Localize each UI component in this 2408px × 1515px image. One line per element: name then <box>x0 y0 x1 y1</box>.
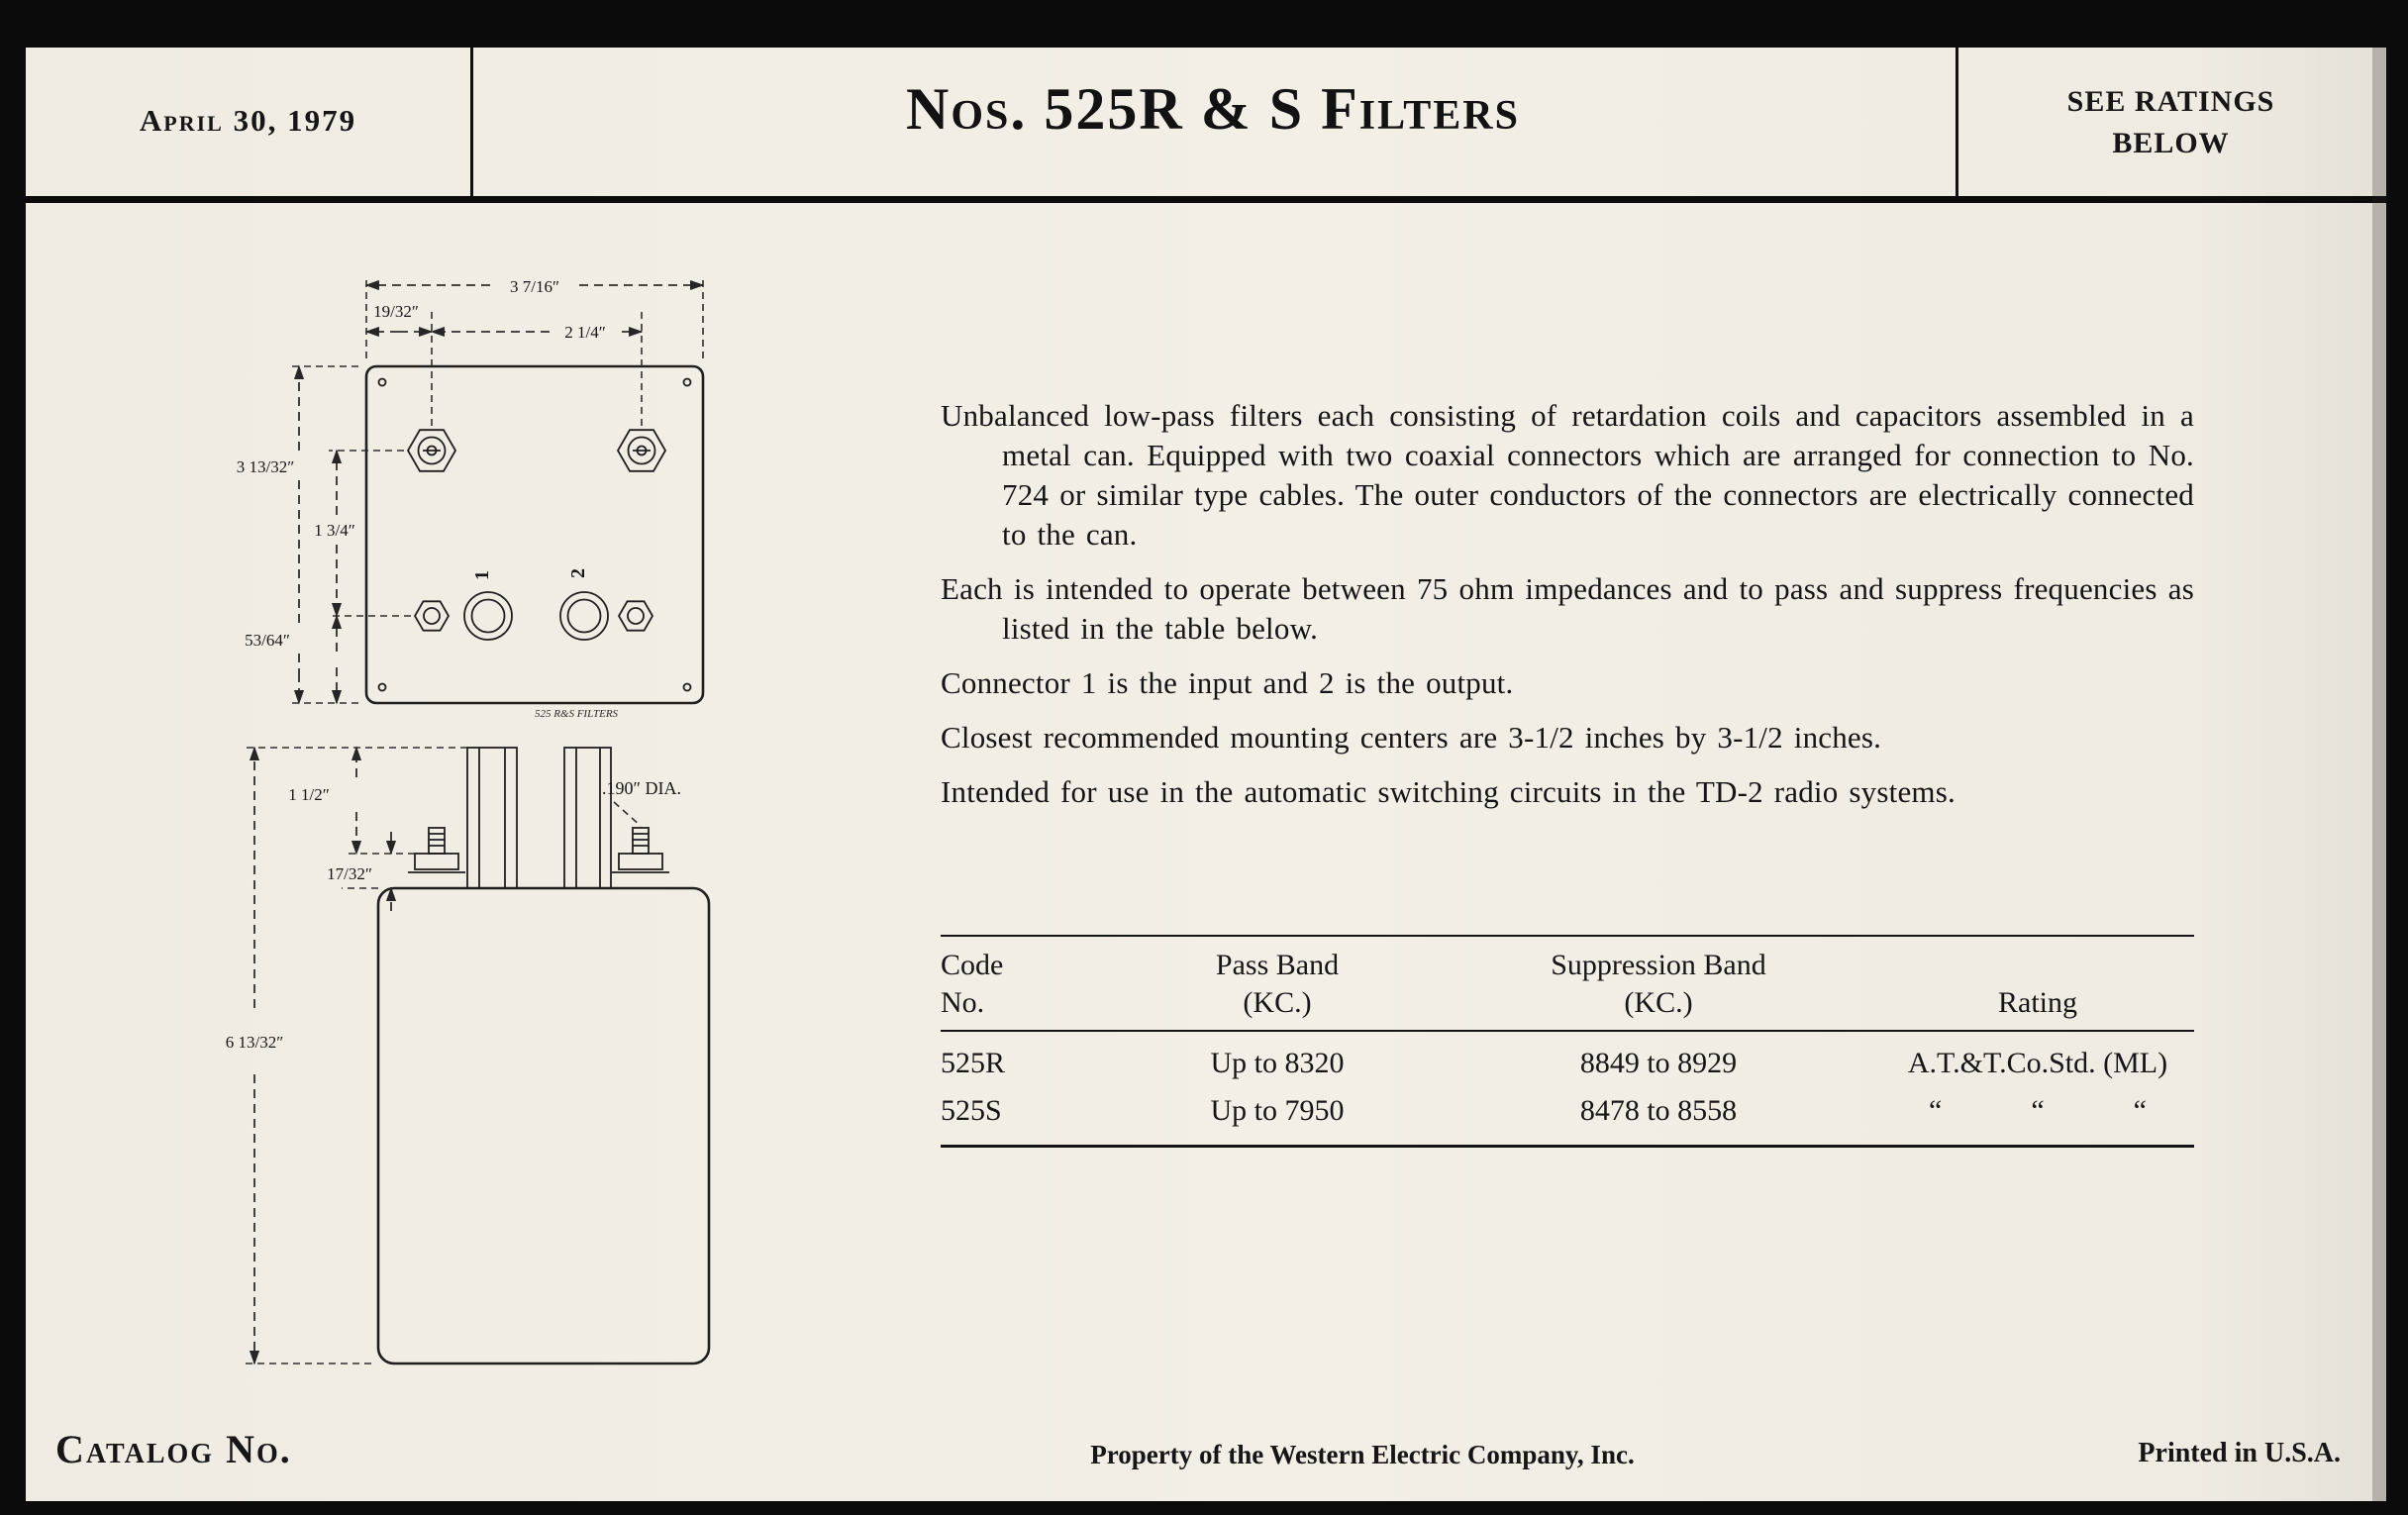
ratings-note-line1: SEE RATINGS <box>2066 85 2275 118</box>
paper <box>26 48 2386 1501</box>
cell-rating: A.T.&T.Co.Std. (ML) <box>1907 1047 2168 1079</box>
connector-1-label: 1 <box>471 570 493 580</box>
cell-pass-band: Up to 7950 <box>1210 1094 1345 1127</box>
dim-center-spacing: 1 3/4″ <box>314 521 355 540</box>
paragraph-overview: Unbalanced low-pass filters each consisting of retardation coils and capacitors assembled in a metal can. Equipped with two coaxial connectors which are arranged for connection to No. 724 or similar type cables. The outer conductors of the connectors are electrically connected to the can. <box>941 398 2194 552</box>
col-header-rating: Rating <box>1998 986 2077 1019</box>
dim-overall-height: 3 13/32″ <box>236 457 295 476</box>
table-header-row <box>941 937 2194 1030</box>
paragraph-mounting: Closest recommended mounting centers are 3-1/2 inches by 3-1/2 inches. <box>941 720 1882 755</box>
technical-drawings <box>149 238 782 1386</box>
ratings-note <box>1956 81 2386 164</box>
cell-pass-band: Up to 8320 <box>1210 1047 1345 1079</box>
can-outline-side-view <box>378 888 709 1364</box>
mounting-stud-left <box>408 828 465 872</box>
mounting-nut-left <box>415 601 449 630</box>
col-header-suppression-band: Suppression Band (KC.) <box>1551 949 1766 1019</box>
property-notice: Property of the Western Electric Company, Inc. <box>1090 1440 1635 1469</box>
table-body <box>941 1032 2194 1145</box>
issue-date: April 30, 1979 <box>139 103 357 138</box>
dim-connector-centers: 2 1/4″ <box>564 323 606 342</box>
printed-notice: Printed in U.S.A. <box>2138 1438 2341 1468</box>
top-view-drawing <box>237 275 703 720</box>
dim-connector-offset: 19/32″ <box>373 302 419 321</box>
description-block <box>941 396 2194 827</box>
header-rule <box>26 196 2386 203</box>
col-header-code: Code No. <box>941 949 1004 1019</box>
corner-screw <box>684 684 691 691</box>
cell-suppression-band: 8849 to 8929 <box>1579 1047 1738 1079</box>
dim-terminal-height: 1 1/2″ <box>288 785 330 804</box>
corner-screw <box>379 684 386 691</box>
dim-stud-diameter: .190″ DIA. <box>602 778 681 798</box>
paragraph-usage: Intended for use in the automatic switching circuits in the TD-2 radio systems. <box>941 774 1956 809</box>
dim-overall-width: 3 7/16″ <box>509 277 560 296</box>
can-caption: 525 R&S FILTERS <box>534 708 619 720</box>
can-outline-top-view <box>366 366 703 703</box>
corner-screw <box>379 379 386 386</box>
side-view-drawing <box>226 748 709 1364</box>
coaxial-connector-1 <box>408 430 455 471</box>
cell-code: 525R <box>941 1047 1006 1079</box>
paragraph-impedance: Each is intended to operate between 75 ohm impedances and to pass and suppress frequencies as listed in the table below. <box>941 571 2194 646</box>
jack-opening-1 <box>464 592 512 640</box>
connector-2-label: 2 <box>567 568 589 578</box>
scan-edge-shadow <box>2372 48 2386 1501</box>
catalog-number-label: Catalog No. <box>55 1427 292 1471</box>
mounting-nut-right <box>619 601 652 630</box>
cell-code: 525S <box>941 1094 1002 1127</box>
cell-suppression-band: 8478 to 8558 <box>1579 1094 1738 1127</box>
coax-terminal-left <box>467 748 517 888</box>
dim-side-overall-height: 6 13/32″ <box>225 1033 284 1052</box>
corner-screw <box>684 379 691 386</box>
stud-diameter-leader <box>614 802 641 826</box>
paragraph-connectors: Connector 1 is the input and 2 is the output. <box>941 665 1514 700</box>
ratings-note-line2: BELOW <box>2112 127 2230 159</box>
coaxial-connector-2 <box>618 430 665 471</box>
ratings-table <box>941 935 2194 1148</box>
mounting-stud-right <box>612 828 669 872</box>
dim-nut-height: 17/32″ <box>327 864 372 883</box>
col-header-pass-band: Pass Band (KC.) <box>1215 949 1340 1019</box>
table-row <box>941 1087 2194 1135</box>
table-rule-bottom <box>941 1145 2194 1148</box>
dim-bottom-offset: 53/64″ <box>245 631 290 650</box>
table-row <box>941 1040 2194 1087</box>
coax-terminal-right <box>564 748 611 888</box>
page-title: Nos. 525R & S Filters <box>906 76 1520 142</box>
jack-opening-2 <box>560 592 608 640</box>
cell-rating: “ “ “ <box>1929 1094 2147 1127</box>
